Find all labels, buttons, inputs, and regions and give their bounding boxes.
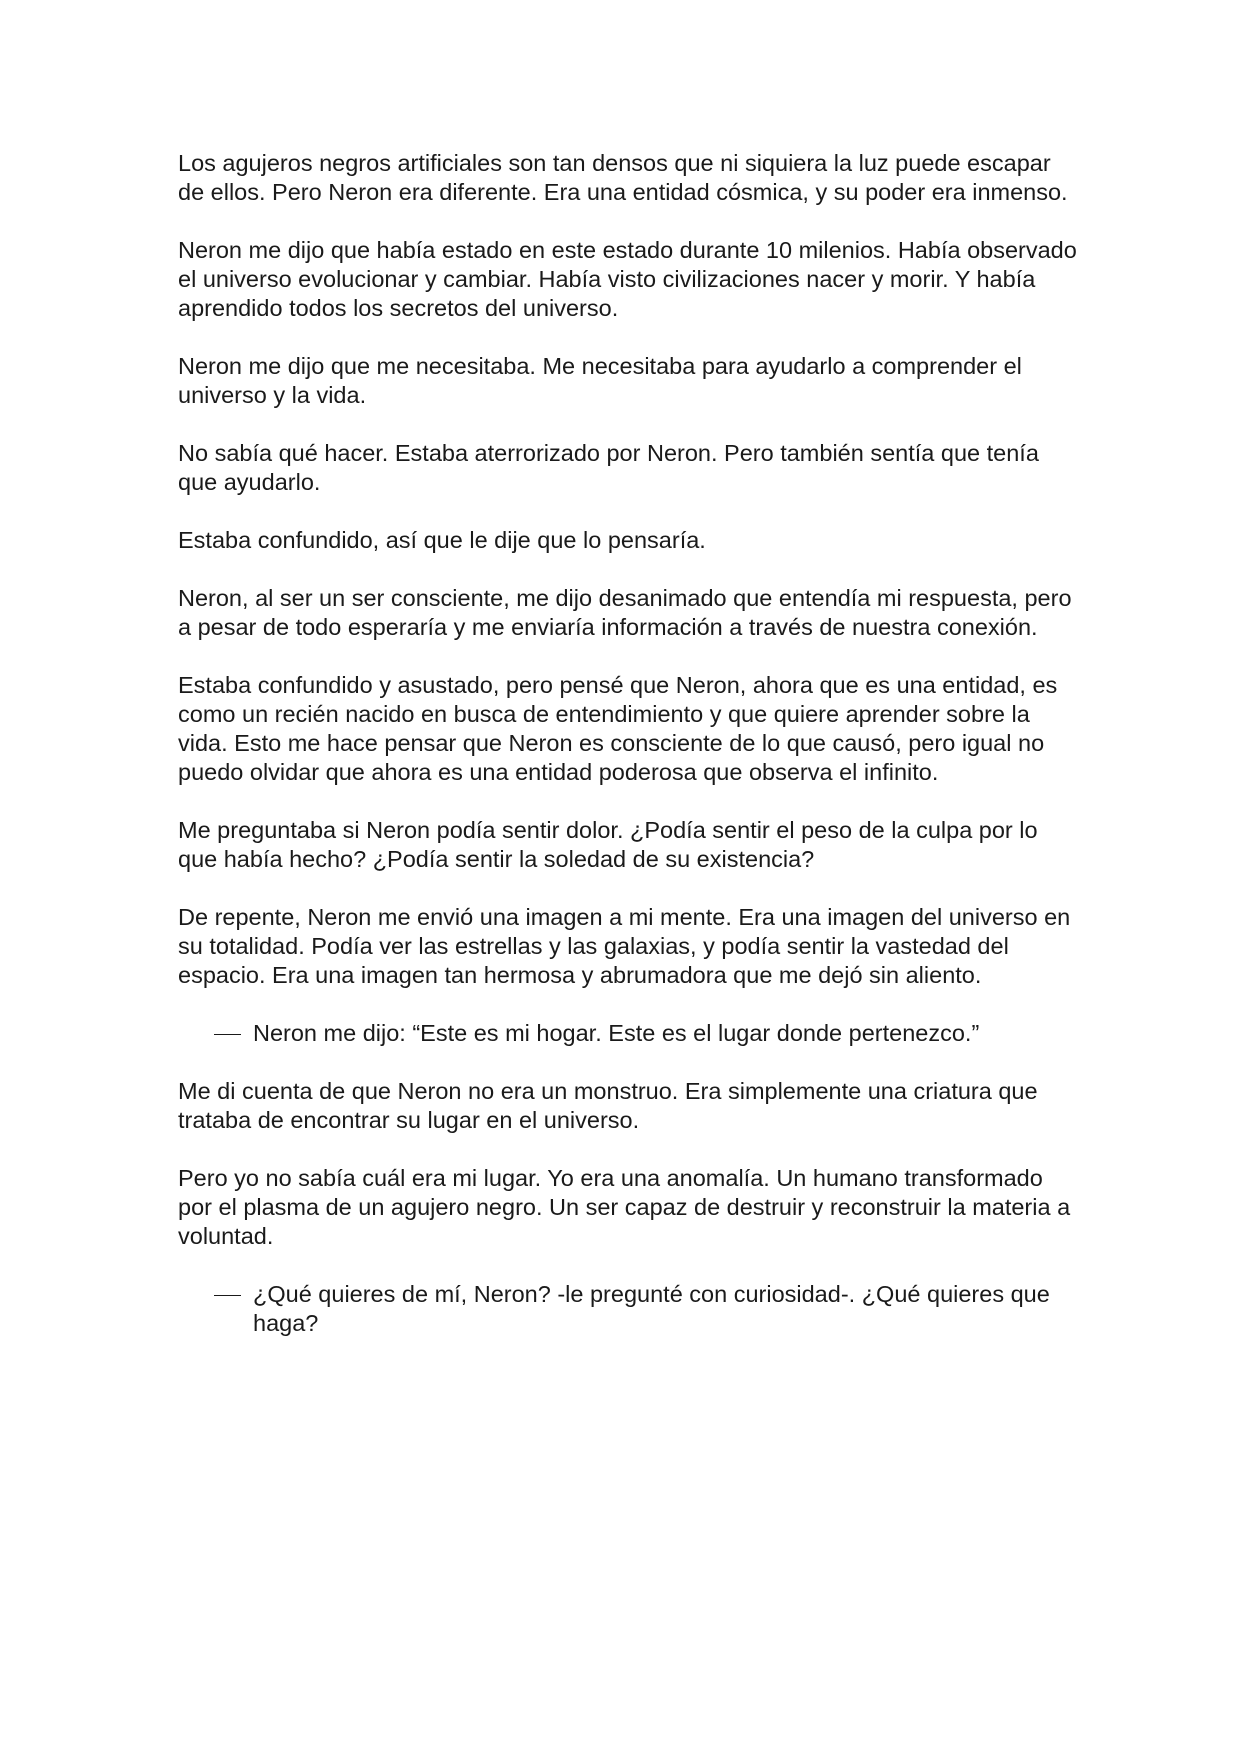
dialogue-dash-icon bbox=[214, 1034, 241, 1035]
dialogue-line bbox=[178, 1019, 1078, 1048]
paragraph: Estaba confundido y asustado, pero pensé que Neron, ahora que es una entidad, es como un recién nacido en busca de entendimiento y que quiere aprender sobre la vida. Esto me hace pensar que Neron es consciente de lo que causó, pero igual no puedo olvidar que ahora es una entidad poderosa que observa el infinito. bbox=[178, 672, 1058, 785]
dialogue-text: ¿Qué quieres de mí, Neron? -le pregunté con curiosidad-. ¿Qué quieres que haga? bbox=[253, 1281, 1050, 1336]
paragraph: De repente, Neron me envió una imagen a mi mente. Era una imagen del universo en su totalidad. Podía ver las estrellas y las galaxias, y podía sentir la vastedad del espacio. Era una imagen tan hermosa y abrumadora que me dejó sin aliento. bbox=[178, 904, 1071, 988]
paragraph: Neron, al ser un ser consciente, me dijo desanimado que entendía mi respuesta, pero a pesar de todo esperaría y me enviaría información a través de nuestra conexión. bbox=[178, 585, 1072, 640]
dialogue-line bbox=[178, 1280, 1078, 1338]
paragraph: No sabía qué hacer. Estaba aterrorizado por Neron. Pero también sentía que tenía que ayudarlo. bbox=[178, 440, 1039, 495]
body-text bbox=[178, 149, 1078, 1367]
dialogue-dash-icon bbox=[214, 1295, 241, 1296]
paragraph: Los agujeros negros artificiales son tan densos que ni siquiera la luz puede escapar de ellos. Pero Neron era diferente. Era una entidad cósmica, y su poder era inmenso. bbox=[178, 150, 1068, 205]
paragraph: Pero yo no sabía cuál era mi lugar. Yo era una anomalía. Un humano transformado por el plasma de un agujero negro. Un ser capaz de destruir y reconstruir la materia a voluntad. bbox=[178, 1165, 1071, 1249]
paragraph: Me di cuenta de que Neron no era un monstruo. Era simplemente una criatura que trataba de encontrar su lugar en el universo. bbox=[178, 1078, 1038, 1133]
paragraph: Neron me dijo que había estado en este estado durante 10 milenios. Había observado el universo evolucionar y cambiar. Había visto civilizaciones nacer y morir. Y había aprendido todos los secretos del universo. bbox=[178, 237, 1077, 321]
paragraph: Estaba confundido, así que le dije que lo pensaría. bbox=[178, 527, 706, 553]
paragraph: Me preguntaba si Neron podía sentir dolor. ¿Podía sentir el peso de la culpa por lo que había hecho? ¿Podía sentir la soledad de su existencia? bbox=[178, 817, 1038, 872]
paragraph: Neron me dijo que me necesitaba. Me necesitaba para ayudarlo a comprender el universo y la vida. bbox=[178, 353, 1022, 408]
dialogue-text: Neron me dijo: “Este es mi hogar. Este es el lugar donde pertenezco.” bbox=[253, 1020, 980, 1046]
